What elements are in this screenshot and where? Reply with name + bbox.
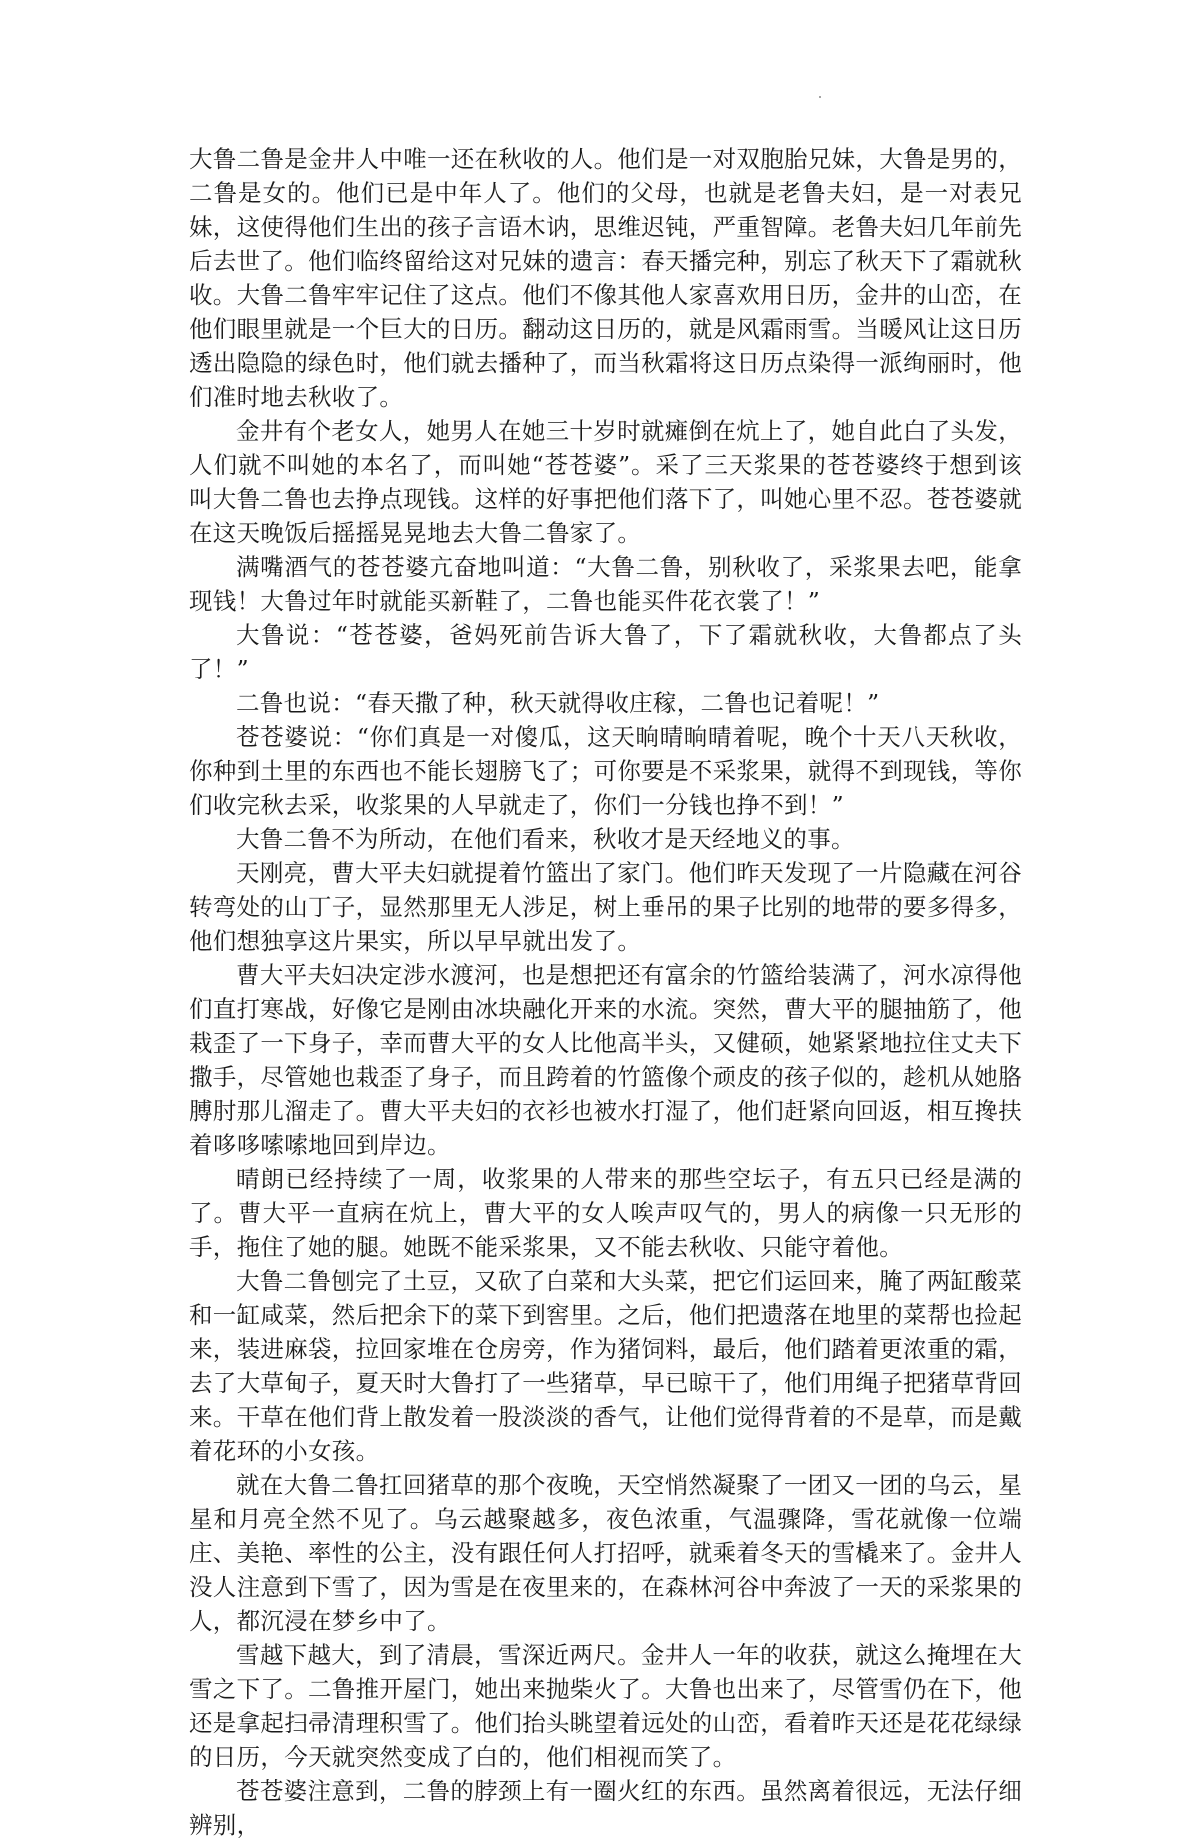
paragraph: 大鲁二鲁刨完了土豆，又砍了白菜和大头菜，把它们运回来，腌了两缸酸菜和一缸咸菜，然后把余下的菜下到窖里。之后，他们把遗落在地里的菜帮也捡起来，装进麻袋，拉回家堆在仓房旁，作为猪饲料，最后，他们踏着更浓重的霜，去了大草甸子，夏天时大鲁打了一些猪草，早已晾干了，他们用绳子把猪草背回来。干草在他们背上散发着一股淡淡的香气，让他们觉得背着的不是草，而是戴着花环的小女孩。 bbox=[189, 1267, 1022, 1465]
paragraph: 二鲁也说：“春天撒了种，秋天就得收庄稼，二鲁也记着呢！” bbox=[236, 689, 880, 717]
paragraph: 金井有个老女人，她男人在她三十岁时就瘫倒在炕上了，她自此白了头发，人们就不叫她的本名了，而叫她“苍苍婆”。采了三天浆果的苍苍婆终于想到该叫大鲁二鲁也去挣点现钱。这样的好事把他们落下了，叫她心里不忍。苍苍婆就在这天晚饭后摇摇晃晃地去大鲁二鲁家了。 bbox=[189, 417, 1022, 547]
paragraph: 大鲁说：“苍苍婆，爸妈死前告诉大鲁了，下了霜就秋收，大鲁都点了头了！” bbox=[189, 621, 1022, 683]
paragraph: 大鲁二鲁是金井人中唯一还在秋收的人。他们是一对双胞胎兄妹，大鲁是男的，二鲁是女的。他们已是中年人了。他们的父母，也就是老鲁夫妇，是一对表兄妹，这使得他们生出的孩子言语木讷，思维迟钝，严重智障。老鲁夫妇几年前先后去世了。他们临终留给这对兄妹的遗言：春天播完种，别忘了秋天下了霜就秋收。大鲁二鲁牢牢记住了这点。他们不像其他人家喜欢用日历，金井的山峦，在他们眼里就是一个巨大的日历。翻动这日历的，就是风霜雨雪。当暖风让这日历透出隐隐的绿色时，他们就去播种了，而当秋霜将这日历点染得一派绚丽时，他们准时地去秋收了。 bbox=[189, 145, 1022, 411]
paragraph: 满嘴酒气的苍苍婆亢奋地叫道：“大鲁二鲁，别秋收了，采浆果去吧，能拿现钱！大鲁过年时就能买新鞋了，二鲁也能买件花衣裳了！” bbox=[189, 553, 1022, 615]
scan-speck bbox=[819, 96, 821, 98]
paragraph: 曹大平夫妇决定涉水渡河，也是想把还有富余的竹篮给装满了，河水凉得他们直打寒战，好像它是刚由冰块融化开来的水流。突然，曹大平的腿抽筋了，他栽歪了一下身子，幸而曹大平的女人比他高半头，又健硕，她紧紧地拉住丈夫下撒手，尽管她也栽歪了身子，而且跨着的竹篮像个顽皮的孩子似的，趁机从她胳膊肘那儿溜走了。曹大平夫妇的衣衫也被水打湿了，他们赶紧向回返，相互搀扶着哆哆嗦嗦地回到岸边。 bbox=[189, 961, 1022, 1159]
paragraph: 苍苍婆说：“你们真是一对傻瓜，这天晌晴晌晴着呢，晚个十天八天秋收，你种到土里的东西也不能长翅膀飞了；可你要是不采浆果，就得不到现钱，等你们收完秋去采，收浆果的人早就走了，你们一分钱也挣不到！” bbox=[189, 723, 1022, 819]
paragraph: 雪越下越大，到了清晨，雪深近两尺。金井人一年的收获，就这么掩埋在大雪之下了。二鲁推开屋门，她出来抛柴火了。大鲁也出来了，尽管雪仍在下，他还是拿起扫帚清理积雪了。他们抬头眺望着远处的山峦，看着昨天还是花花绿绿的日历，今天就突然变成了白的，他们相视而笑了。 bbox=[189, 1641, 1022, 1771]
document-body bbox=[189, 142, 1022, 1842]
paragraph: 晴朗已经持续了一周，收浆果的人带来的那些空坛子，有五只已经是满的了。曹大平一直病在炕上，曹大平的女人唉声叹气的，男人的病像一只无形的手，拖住了她的腿。她既不能采浆果，又不能去秋收、只能守着他。 bbox=[189, 1165, 1022, 1261]
paragraph: 就在大鲁二鲁扛回猪草的那个夜晚，天空悄然凝聚了一团又一团的乌云，星星和月亮全然不见了。乌云越聚越多，夜色浓重，气温骤降，雪花就像一位端庄、美艳、率性的公主，没有跟任何人打招呼，就乘着冬天的雪橇来了。金井人没人注意到下雪了，因为雪是在夜里来的，在森林河谷中奔波了一天的采浆果的人，都沉浸在梦乡中了。 bbox=[189, 1471, 1022, 1635]
paragraph: 天刚亮，曹大平夫妇就提着竹篮出了家门。他们昨天发现了一片隐藏在河谷转弯处的山丁子，显然那里无人涉足，树上垂吊的果子比别的地带的要多得多，他们想独享这片果实，所以早早就出发了。 bbox=[189, 859, 1022, 955]
paragraph: 大鲁二鲁不为所动，在他们看来，秋收才是天经地义的事。 bbox=[236, 825, 855, 853]
paragraph: 苍苍婆注意到，二鲁的脖颈上有一圈火红的东西。虽然离着很远，无法仔细辨别， bbox=[189, 1777, 1022, 1839]
